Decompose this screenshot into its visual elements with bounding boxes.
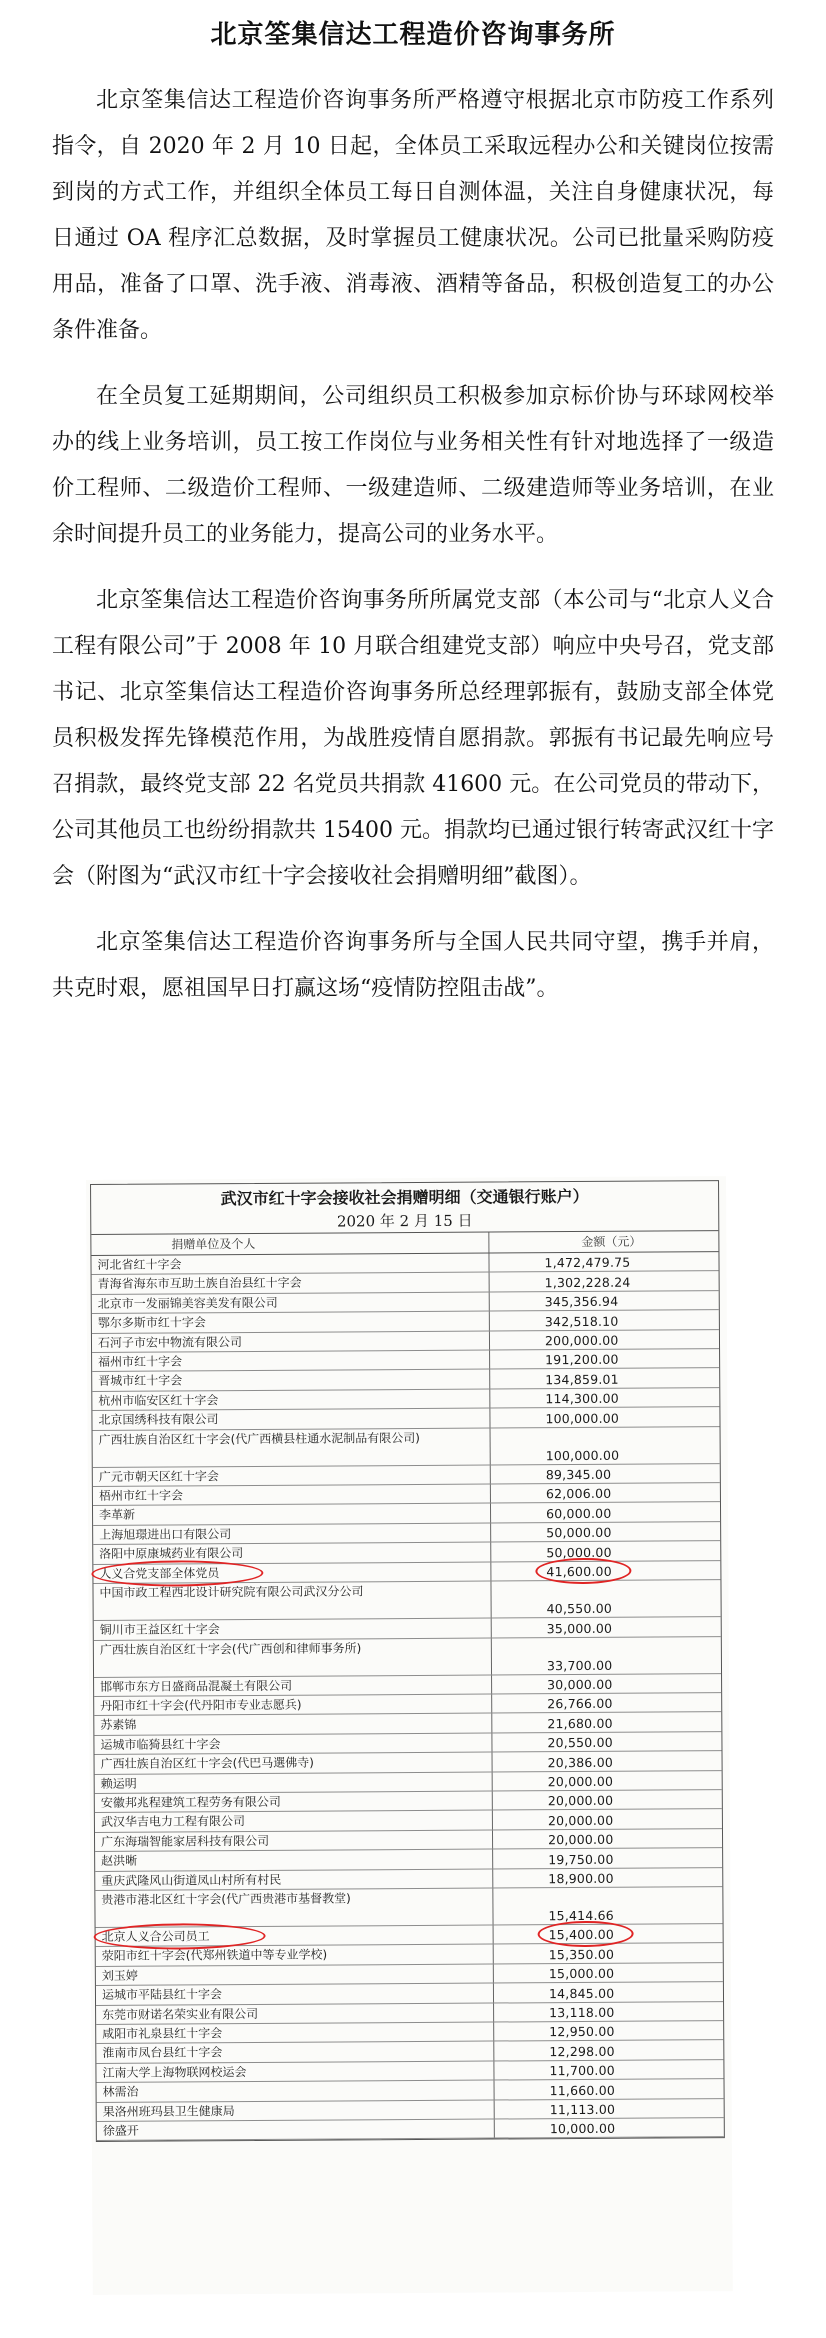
donation-amount-cell (495, 2099, 724, 2119)
donation-amount: 11,113.00 (549, 2101, 616, 2118)
donation-amount-cell (491, 1503, 720, 1523)
donation-amount-cell (493, 1829, 722, 1849)
donation-amount-cell (490, 1291, 719, 1311)
donor-name: 赖运明 (95, 1772, 493, 1793)
table-title: 武汉市红十字会接收社会捐赠明细（交通银行账户） (220, 1186, 589, 1209)
donor-name: 上海旭璟进出口有限公司 (93, 1523, 491, 1544)
donor-name: 人义合党支部全体党员 (93, 1562, 491, 1583)
donation-amount: 342,518.10 (544, 1313, 619, 1329)
donation-amount: 11,700.00 (549, 2063, 615, 2079)
table-row (93, 1427, 720, 1468)
donation-amount-cell (491, 1541, 720, 1561)
paragraph-2: 在全员复工延期期间，公司组织员工积极参加京标价协与环球网校举办的线上业务培训，员工按工作岗位与业务相关性有针对地选择了一级造价工程师、二级造价工程师、一级建造师、二级建造师等业务培训，在业余时间提升员工的业务能力，提高公司的业务水平。 (52, 384, 774, 547)
donation-amount: 30,000.00 (547, 1676, 613, 1693)
donation-amount-cell (493, 1809, 722, 1829)
donation-amount: 35,000.00 (546, 1620, 613, 1636)
donation-amount: 40,550.00 (546, 1600, 613, 1617)
donation-amount: 15,350.00 (548, 1946, 615, 1962)
donor-name: 李革新 (93, 1504, 491, 1525)
donation-amount-cell (492, 1693, 721, 1713)
donation-table (90, 1180, 725, 2142)
donor-name: 荥阳市红十字会(代郑州铁道中等专业学校) (96, 1945, 494, 1966)
donation-amount: 345,356.94 (544, 1293, 619, 1310)
donation-amount: 50,000.00 (546, 1544, 612, 1560)
donation-amount-cell (495, 2118, 724, 2138)
donation-amount-cell (494, 1963, 723, 1983)
donation-amount: 33,700.00 (546, 1657, 613, 1673)
donor-name: 运城市临猗县红十字会 (94, 1733, 492, 1754)
donation-amount: 191,200.00 (545, 1352, 619, 1368)
donor-name: 运城市平陆县红十字会 (96, 1984, 494, 2005)
donor-name: 徐盛开 (97, 2120, 495, 2141)
donor-name: 贵港市港北区红十字会(代广西贵港市基督教堂) (95, 1888, 493, 1926)
donation-amount: 134,859.01 (545, 1371, 619, 1388)
donor-name: 邯郸市东方日盛商品混凝土有限公司 (94, 1675, 492, 1696)
donor-name: 广西壮族自治区红十字会(代广西横县柱通水泥制品有限公司) (93, 1428, 491, 1466)
donation-amount: 114,300.00 (545, 1390, 619, 1407)
donor-name: 鄂尔多斯市红十字会 (92, 1312, 490, 1333)
donation-amount-cell (489, 1252, 718, 1272)
table-body (91, 1252, 723, 2141)
donation-amount-cell (491, 1427, 720, 1464)
table-row (97, 2118, 724, 2141)
donation-amount-cell (492, 1674, 721, 1694)
donation-amount: 20,000.00 (547, 1773, 614, 1790)
donor-name: 江南大学上海物联网校运会 (96, 2061, 494, 2082)
donation-amount: 19,750.00 (548, 1851, 614, 1867)
donation-amount-cell (490, 1272, 719, 1292)
donor-name: 梧州市红十字会 (93, 1485, 491, 1506)
donor-name: 铜川市王益区红十字会 (94, 1619, 492, 1640)
donation-amount-cell (490, 1407, 719, 1427)
donor-name: 石河子市宏中物流有限公司 (92, 1331, 490, 1352)
donation-amount: 20,000.00 (547, 1793, 614, 1809)
donation-amount-cell (493, 1887, 722, 1924)
donation-amount: 10,000.00 (549, 2121, 616, 2137)
donation-amount: 21,680.00 (547, 1715, 613, 1731)
donation-amount-cell (494, 2002, 723, 2022)
donation-amount-cell (491, 1464, 720, 1484)
header-donor: 捐赠单位及个人 (91, 1233, 489, 1255)
donation-screenshot (86, 1176, 733, 2295)
donation-amount-cell (492, 1712, 721, 1732)
donation-amount: 20,550.00 (547, 1734, 613, 1751)
donation-amount: 50,000.00 (546, 1525, 612, 1541)
donation-amount: 15,000.00 (548, 1965, 615, 1982)
donation-amount: 14,845.00 (548, 1985, 615, 2001)
donor-name: 青海省海东市互助土族自治县红十字会 (92, 1273, 490, 1294)
donor-name: 河北省红十字会 (91, 1254, 489, 1275)
donation-amount: 100,000.00 (545, 1410, 620, 1426)
article-body (52, 78, 774, 1032)
table-row (93, 1580, 720, 1621)
donation-amount: 13,118.00 (549, 2004, 615, 2021)
donation-amount: 62,006.00 (545, 1486, 612, 1502)
donor-name: 重庆武隆风山街道凤山村所有村民 (95, 1869, 493, 1890)
donor-name: 咸阳市礼泉县红十字会 (96, 2023, 494, 2044)
donation-amount-cell (492, 1732, 721, 1752)
table-row (94, 1637, 721, 1678)
donation-amount-cell (494, 1982, 723, 2002)
donation-amount: 100,000.00 (545, 1447, 620, 1463)
donation-amount: 12,298.00 (549, 2043, 615, 2059)
paragraph-4: 北京筌集信达工程造价咨询事务所与全国人民共同守望，携手并肩，共克时艰，愿祖国早日打赢这场“疫情防控阻击战”。 (52, 930, 774, 1001)
paragraph-1: 北京筌集信达工程造价咨询事务所严格遵守根据北京市防疫工作系列指令，自 2020 年 2 月 10 日起，全体员工采取远程办公和关键岗位按需到岗的方式工作，并组织全体员工每日自测体温，关注自身健康状况，每日通过 OA 程序汇总数据，及时掌握员工健康状况。公司已批量采购防疫用品，准备了口罩、洗手液、消毒液、酒精等备品，积极创造复工的办公条件准备。 (52, 88, 774, 343)
donor-name: 福州市红十字会 (92, 1351, 490, 1372)
donor-name: 北京市一发丽锦美容美发有限公司 (92, 1292, 490, 1313)
donor-name: 广东海瑞智能家居科技有限公司 (95, 1830, 493, 1851)
donor-name: 广西壮族自治区红十字会(代广西创和律师事务所) (94, 1638, 492, 1676)
donor-name: 武汉华吉电力工程有限公司 (95, 1811, 493, 1832)
donor-name: 广西壮族自治区红十字会(代巴马選佛寺) (95, 1753, 493, 1774)
donor-name: 广元市朝天区红十字会 (93, 1465, 491, 1486)
donation-amount-cell (490, 1388, 719, 1408)
donation-amount: 18,900.00 (548, 1870, 614, 1887)
donation-amount-cell (492, 1617, 721, 1637)
donation-amount-cell (490, 1349, 719, 1369)
donor-name: 苏素锦 (94, 1714, 492, 1735)
donor-name: 北京人义合公司员工 (96, 1925, 494, 1946)
donation-amount: 60,000.00 (546, 1505, 612, 1522)
donation-amount-cell (491, 1483, 720, 1503)
paragraph-3: 北京筌集信达工程造价咨询事务所所属党支部（本公司与“北京人义合工程有限公司”于 2008 年 10 月联合组建党支部）响应中央号召，党支部书记、北京筌集信达工程造价咨询事务所总经理郭振有，鼓励支部全体党员积极发挥先锋模范作用，为战胜疫情自愿捐款。郭振有书记最先响应号召捐款，最终党支部 22 名党员共捐款 41600 元。在公司党员的带动下，公司其他员工也纷纷捐款共 15400 元。捐款均已通过银行转寄武汉红十字会（附图为“武汉市红十字会接收社会捐赠明细”截图）。 (52, 588, 774, 889)
donation-amount: 20,386.00 (547, 1754, 614, 1770)
donor-name: 中国市政工程西北设计研究院有限公司武汉分公司 (93, 1582, 491, 1620)
donation-amount-cell (490, 1310, 719, 1330)
donor-name: 林需治 (97, 2081, 495, 2102)
donation-amount: 20,000.00 (547, 1812, 614, 1828)
donation-amount-cell (494, 1944, 723, 1964)
donation-amount: 200,000.00 (544, 1332, 619, 1349)
donation-amount-cell (491, 1522, 720, 1542)
donation-amount: 1,302,228.24 (544, 1274, 631, 1291)
donation-amount: 89,345.00 (545, 1466, 612, 1483)
donation-amount-cell (495, 2079, 724, 2099)
donation-amount-cell (494, 2041, 723, 2061)
donor-name: 赵洪晰 (95, 1850, 493, 1871)
donor-name: 淮南市凤台县红十字会 (96, 2042, 494, 2063)
donation-amount-cell (494, 1924, 723, 1944)
table-row (95, 1887, 722, 1928)
header-amount: 金额（元） (581, 1234, 642, 1249)
donor-name: 果洛州班玛县卫生健康局 (97, 2100, 495, 2121)
donation-amount-cell (490, 1330, 719, 1350)
donor-name: 丹阳市红十字会(代丹阳市专业志愿兵) (94, 1694, 492, 1715)
donation-amount: 41,600.00 (546, 1563, 612, 1580)
donation-amount: 11,660.00 (549, 2082, 616, 2098)
donor-name: 安徽邦兆程建筑工程劳务有限公司 (95, 1791, 493, 1812)
donor-name: 洛阳中原康城药业有限公司 (93, 1543, 491, 1564)
donation-amount-cell (494, 2021, 723, 2041)
article-title: 北京筌集信达工程造价咨询事务所 (210, 20, 616, 50)
donation-amount: 15,400.00 (548, 1927, 615, 1943)
donation-amount-cell (491, 1561, 720, 1581)
donation-amount-cell (493, 1790, 722, 1810)
donor-name: 北京国绣科技有限公司 (92, 1409, 490, 1430)
donation-amount: 12,950.00 (549, 2024, 615, 2040)
donation-amount-cell (491, 1580, 720, 1617)
donor-name: 晋城市红十字会 (92, 1370, 490, 1391)
donor-name: 刘玉婷 (96, 1964, 494, 1985)
donation-amount: 1,472,479.75 (544, 1255, 631, 1271)
donation-amount-cell (493, 1848, 722, 1868)
donation-amount-cell (493, 1868, 722, 1888)
donor-name: 东莞市财诺名荣实业有限公司 (96, 2003, 494, 2024)
donor-name: 杭州市临安区红十字会 (92, 1389, 490, 1410)
donation-amount-cell (493, 1751, 722, 1771)
table-date: 2020 年 2 月 15 日 (91, 1208, 718, 1235)
donation-amount-cell (493, 1771, 722, 1791)
donation-amount-cell (494, 2060, 723, 2080)
donation-amount-cell (490, 1369, 719, 1389)
donation-amount: 15,414.66 (548, 1907, 614, 1924)
donation-amount: 20,000.00 (547, 1831, 614, 1848)
donation-amount: 26,766.00 (547, 1696, 613, 1712)
donation-amount-cell (492, 1637, 721, 1674)
